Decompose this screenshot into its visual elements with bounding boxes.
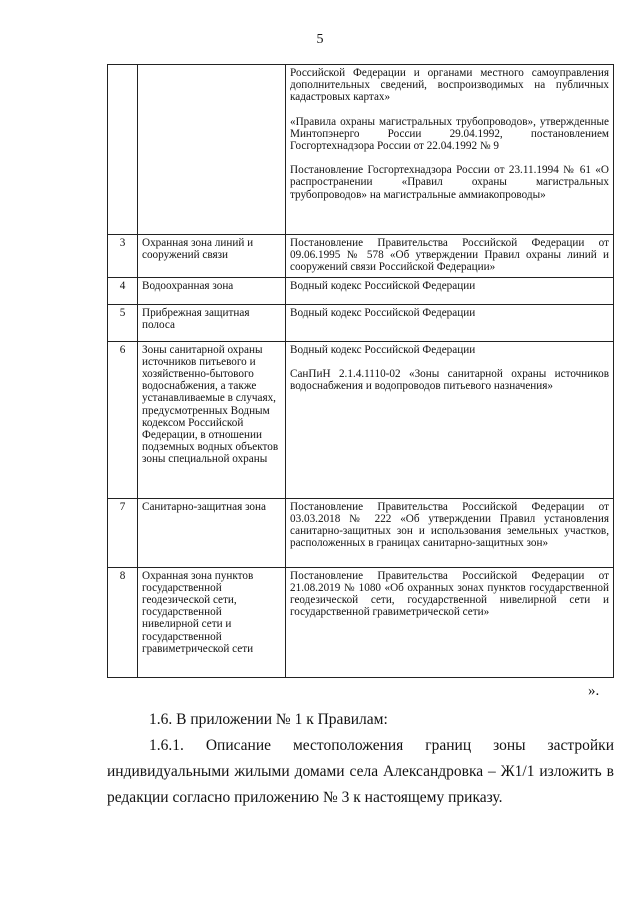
legal-basis [286, 567, 614, 677]
row-number: 8 [108, 567, 138, 677]
row-number: 5 [108, 304, 138, 341]
legal-basis-paragraph: СанПиН 2.1.4.1110-02 «Зоны санитарной охраны источников водоснабжения и водопроводов питьевого назначения» [290, 367, 609, 393]
legal-basis-paragraph: «Правила охраны магистральных трубопроводов», утвержденные Минтопэнерго России 29.04.1992, постановлением Госгортехнадзора России от 22.04.1992 № 9 [290, 115, 609, 153]
row-number: 4 [108, 277, 138, 304]
table-row [108, 341, 614, 498]
zone-name: Охранная зона пунктов государственной геодезической сети, государственной нивелирной сети и государственной гравиметрической сети [138, 567, 286, 677]
table-row [108, 235, 614, 278]
zone-name: Зоны санитарной охраны источников питьевого и хозяйственно-бытового водоснабжения, а также устанавливаемые в случаях, предусмотренных Водным кодексом Российской Федерации, в отношении подземных водных объектов зоны специальной охраны [138, 341, 286, 498]
legal-basis-paragraph: Водный кодекс Российской Федерации [290, 343, 476, 356]
zone-name: Водоохранная зона [138, 277, 286, 304]
section-1-6-heading: 1.6. В приложении № 1 к Правилам: [149, 711, 388, 728]
legal-basis [286, 341, 614, 498]
page-number: 5 [316, 32, 324, 47]
legal-basis-paragraph: Водный кодекс Российской Федерации [290, 279, 476, 292]
legal-basis-paragraph: Постановление Правительства Российской Федерации от 03.03.2018 № 222 «Об утверждении Правил установления санитарно-защитных зон и использования земельных участков, расположенных в границах санитарно-защитных зон» [290, 500, 609, 550]
zone-name: Санитарно-защитная зона [138, 498, 286, 567]
table-row [108, 567, 614, 677]
legal-basis-paragraph: Водный кодекс Российской Федерации [290, 306, 476, 319]
table-row [108, 277, 614, 304]
zone-name: Прибрежная защитная полоса [138, 304, 286, 341]
legal-basis [286, 235, 614, 278]
legal-basis-paragraph: Постановление Госгортехнадзора России от 23.11.1994 № 61 «О распространении «Правил охраны магистральных трубопроводов» на магистральные аммиакопроводы» [290, 164, 609, 201]
legal-basis-paragraph: Постановление Правительства Российской Федерации от 21.08.2019 № 1080 «Об охранных зонах пунктов государственной геодезической сети, государственной нивелирной сети и государственной гравиметрической сети» [290, 569, 609, 619]
legal-basis [286, 498, 614, 567]
row-number: 7 [108, 498, 138, 567]
zones-table [107, 64, 614, 678]
legal-basis [286, 65, 614, 235]
zone-name [138, 65, 286, 235]
row-number [108, 65, 138, 235]
closing-quote-mark: ». [588, 683, 600, 699]
row-number: 3 [108, 235, 138, 278]
table-row [108, 65, 614, 235]
legal-basis-paragraph: Российской Федерации и органами местного самоуправления дополнительных сведений, воспроизводимых на публичных кадастровых картах» [290, 67, 609, 104]
table-row [108, 498, 614, 567]
table-row [108, 304, 614, 341]
legal-basis [286, 304, 614, 341]
legal-basis-paragraph: Постановление Правительства Российской Федерации от 09.06.1995 № 578 «Об утверждении Правил охраны линий и сооружений связи Российской Федерации» [290, 237, 609, 274]
zone-name: Охранная зона линий и сооружений связи [138, 235, 286, 278]
legal-basis [286, 277, 614, 304]
section-1-6-1-paragraph: 1.6.1. Описание местоположения границ зоны застройки индивидуальными жилыми домами села Александровка – Ж1/1 изложить в редакции согласно приложению № 3 к настоящему приказу. [107, 737, 614, 806]
row-number: 6 [108, 341, 138, 498]
